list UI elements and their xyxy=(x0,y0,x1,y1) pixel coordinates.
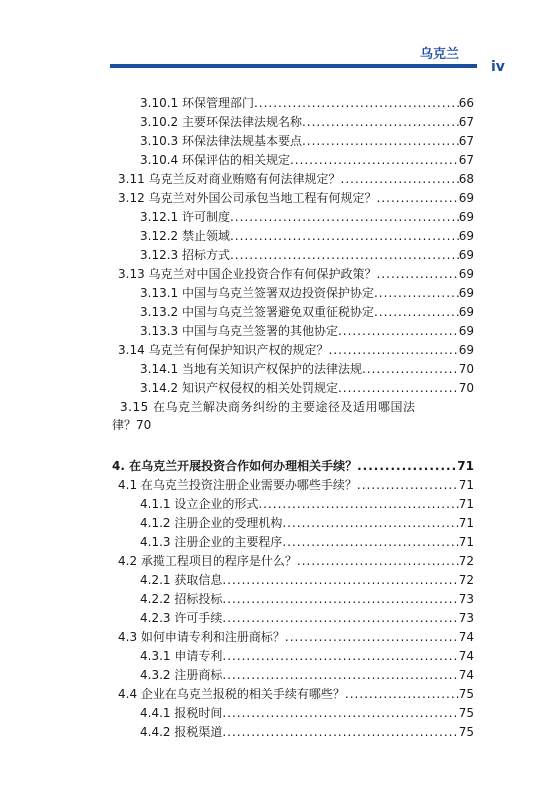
toc-entry[interactable] xyxy=(112,341,474,360)
toc-entry[interactable] xyxy=(112,170,474,189)
toc-entry-page: 71 xyxy=(458,516,474,530)
toc-entry-page: 69 xyxy=(458,248,474,262)
toc-entry-label: 3.10.1 环保管理部门 xyxy=(140,96,254,110)
toc-entry-label: 4.3.2 注册商标 xyxy=(140,668,223,682)
toc-entry[interactable] xyxy=(112,628,474,647)
toc-entry-page: 72 xyxy=(458,554,474,568)
toc-entry-page: 69 xyxy=(458,191,474,205)
toc-leader-dots xyxy=(362,360,459,378)
toc-entry-page: 69 xyxy=(458,210,474,224)
toc-leader-dots xyxy=(302,113,459,131)
header-rule xyxy=(110,64,477,68)
toc-leader-dots xyxy=(297,552,459,570)
toc-leader-dots xyxy=(329,341,459,359)
toc-entry-label: 3.12.3 招标方式 xyxy=(140,248,230,262)
toc-entry-label: 3.10.3 环保法律法规基本要点 xyxy=(140,134,302,148)
toc-entry-wrapped[interactable] xyxy=(112,398,474,435)
toc-entry[interactable] xyxy=(112,265,474,284)
toc-leader-dots xyxy=(282,514,458,532)
toc-entry-label: 4.4.1 报税时间 xyxy=(140,706,223,720)
toc-entry[interactable] xyxy=(112,590,474,609)
toc-entry[interactable] xyxy=(112,552,474,571)
toc-entry-page: 69 xyxy=(458,267,474,281)
toc-entry-label: 3.13.2 中国与乌克兰签署避免双重征税协定 xyxy=(140,305,374,319)
toc-entry-label: 4.1.3 注册企业的主要程序 xyxy=(140,535,283,549)
toc-entry-page: 69 xyxy=(458,343,474,357)
toc-entry-label-line1: 3.15 在乌克兰解决商务纠纷的主要途径及适用哪国法 xyxy=(120,400,416,414)
toc-entry-label: 4.3.1 申请专利 xyxy=(140,649,223,663)
toc-leader-dots xyxy=(230,208,459,226)
toc-entry-page: 74 xyxy=(458,668,474,682)
toc-entry-label: 4.2.2 招标投标 xyxy=(140,592,223,606)
toc-entry-label: 4.3 如何申请专利和注册商标？ xyxy=(118,630,285,644)
toc-entry[interactable] xyxy=(112,379,474,398)
toc-entry-label: 4. 在乌克兰开展投资合作如何办理相关手续？ xyxy=(112,459,358,473)
toc-entry-page: 70 xyxy=(458,362,474,376)
toc-section-b xyxy=(112,457,474,742)
toc-entry-label: 4.2.1 获取信息 xyxy=(140,573,223,587)
toc-entry-label: 3.12.1 许可制度 xyxy=(140,210,230,224)
toc-entry[interactable] xyxy=(112,704,474,723)
toc-entry-page: 71 xyxy=(458,497,474,511)
toc-entry-page: 71 xyxy=(458,535,474,549)
toc-entry-label: 3.11 乌克兰反对商业贿赂有何法律规定？ xyxy=(118,172,341,186)
toc-entry-label: 3.13 乌克兰对中国企业投资合作有何保护政策？ xyxy=(118,267,377,281)
toc-leader-dots xyxy=(230,227,459,245)
toc-entry[interactable] xyxy=(112,666,474,685)
toc-entry-page: 67 xyxy=(458,115,474,129)
toc-entry-label: 3.13.3 中国与乌克兰签署的其他协定 xyxy=(140,324,338,338)
toc-entry[interactable] xyxy=(112,647,474,666)
toc-entry[interactable] xyxy=(112,685,474,704)
toc-entry[interactable] xyxy=(112,723,474,742)
toc-leader-dots xyxy=(222,590,458,608)
toc-entry-label: 4.1.2 注册企业的受理机构 xyxy=(140,516,283,530)
table-of-contents xyxy=(112,94,474,742)
toc-entry-label: 3.14.2 知识产权侵权的相关处罚规定 xyxy=(140,381,338,395)
toc-entry-page: 69 xyxy=(458,229,474,243)
toc-entry-label: 4.4.2 报税渠道 xyxy=(140,725,223,739)
toc-leader-dots xyxy=(302,132,459,150)
toc-entry-label: 3.14 乌克兰有何保护知识产权的规定？ xyxy=(118,343,329,357)
toc-entry-page: 70 xyxy=(136,418,152,432)
toc-entry[interactable] xyxy=(112,571,474,590)
toc-leader-dots xyxy=(222,704,458,722)
toc-leader-dots xyxy=(338,322,459,340)
toc-entry-label: 4.1.1 设立企业的形式 xyxy=(140,497,259,511)
toc-entry-label: 4.4 企业在乌克兰报税的相关手续有哪些？ xyxy=(118,687,345,701)
toc-entry-label: 3.10.2 主要环保法律法规名称 xyxy=(140,115,302,129)
page-numeral: iv xyxy=(491,59,505,75)
toc-leader-dots xyxy=(258,495,458,513)
header-title: 乌克兰 xyxy=(420,47,460,62)
toc-entry[interactable] xyxy=(112,189,474,208)
toc-entry-label: 3.14.1 当地有关知识产权保护的法律法规 xyxy=(140,362,362,376)
toc-entry-page: 69 xyxy=(458,286,474,300)
toc-entry[interactable] xyxy=(112,360,474,379)
toc-entry-page: 71 xyxy=(457,459,474,473)
toc-entry-page: 73 xyxy=(458,611,474,625)
toc-entry-label-line2: 律？ xyxy=(112,418,137,432)
toc-leader-dots xyxy=(341,170,459,188)
toc-leader-dots xyxy=(230,246,459,264)
toc-entry[interactable] xyxy=(112,457,474,476)
toc-leader-dots xyxy=(222,723,458,741)
toc-leader-dots xyxy=(222,666,458,684)
toc-entry[interactable] xyxy=(112,227,474,246)
toc-leader-dots xyxy=(357,476,459,494)
toc-entry[interactable] xyxy=(112,495,474,514)
toc-leader-dots xyxy=(222,609,458,627)
toc-entry-page: 74 xyxy=(458,630,474,644)
toc-leader-dots xyxy=(254,94,459,112)
toc-entry-page: 75 xyxy=(458,725,474,739)
toc-entry[interactable] xyxy=(112,132,474,151)
toc-entry-label: 4.1 在乌克兰投资注册企业需要办哪些手续？ xyxy=(118,478,357,492)
toc-entry[interactable] xyxy=(112,94,474,113)
toc-leader-dots xyxy=(377,265,459,283)
toc-entry-page: 75 xyxy=(458,687,474,701)
toc-entry[interactable] xyxy=(112,113,474,132)
toc-leader-dots xyxy=(285,628,459,646)
toc-leader-dots xyxy=(222,647,458,665)
toc-entry-label: 4.2 承揽工程项目的程序是什么？ xyxy=(118,554,297,568)
toc-entry-page: 69 xyxy=(458,305,474,319)
toc-entry-page: 73 xyxy=(458,592,474,606)
toc-entry-page: 68 xyxy=(458,172,474,186)
toc-entry[interactable] xyxy=(112,246,474,265)
toc-entry[interactable] xyxy=(112,609,474,628)
toc-entry[interactable] xyxy=(112,151,474,170)
toc-leader-dots xyxy=(374,284,459,302)
toc-entry-label: 3.12.2 禁止领域 xyxy=(140,229,230,243)
toc-entry[interactable] xyxy=(112,303,474,322)
toc-entry-label: 3.10.4 环保评估的相关规定 xyxy=(140,153,290,167)
toc-entry[interactable] xyxy=(112,514,474,533)
toc-section-a xyxy=(112,94,474,398)
toc-leader-dots xyxy=(357,457,457,475)
toc-entry-label: 3.13.1 中国与乌克兰签署双边投资保护协定 xyxy=(140,286,374,300)
toc-entry-page: 66 xyxy=(458,96,474,110)
toc-entry-label: 3.12 乌克兰对外国公司承包当地工程有何规定？ xyxy=(118,191,377,205)
toc-leader-dots xyxy=(377,189,459,207)
toc-entry-page: 72 xyxy=(458,573,474,587)
toc-entry-page: 70 xyxy=(458,381,474,395)
toc-leader-dots xyxy=(222,571,458,589)
toc-entry-page: 67 xyxy=(458,153,474,167)
toc-entry-page: 74 xyxy=(458,649,474,663)
toc-entry[interactable] xyxy=(112,284,474,303)
toc-entry[interactable] xyxy=(112,533,474,552)
toc-leader-dots xyxy=(374,303,459,321)
toc-leader-dots xyxy=(338,379,459,397)
toc-entry[interactable] xyxy=(112,322,474,341)
toc-entry[interactable] xyxy=(112,208,474,227)
toc-entry[interactable] xyxy=(112,476,474,495)
toc-leader-dots xyxy=(282,533,458,551)
toc-entry-page: 67 xyxy=(458,134,474,148)
toc-entry-label: 4.2.3 许可手续 xyxy=(140,611,223,625)
toc-leader-dots xyxy=(290,151,459,169)
toc-entry-page: 75 xyxy=(458,706,474,720)
toc-entry-page: 69 xyxy=(458,324,474,338)
toc-entry-page: 71 xyxy=(458,478,474,492)
toc-leader-dots xyxy=(345,685,459,703)
